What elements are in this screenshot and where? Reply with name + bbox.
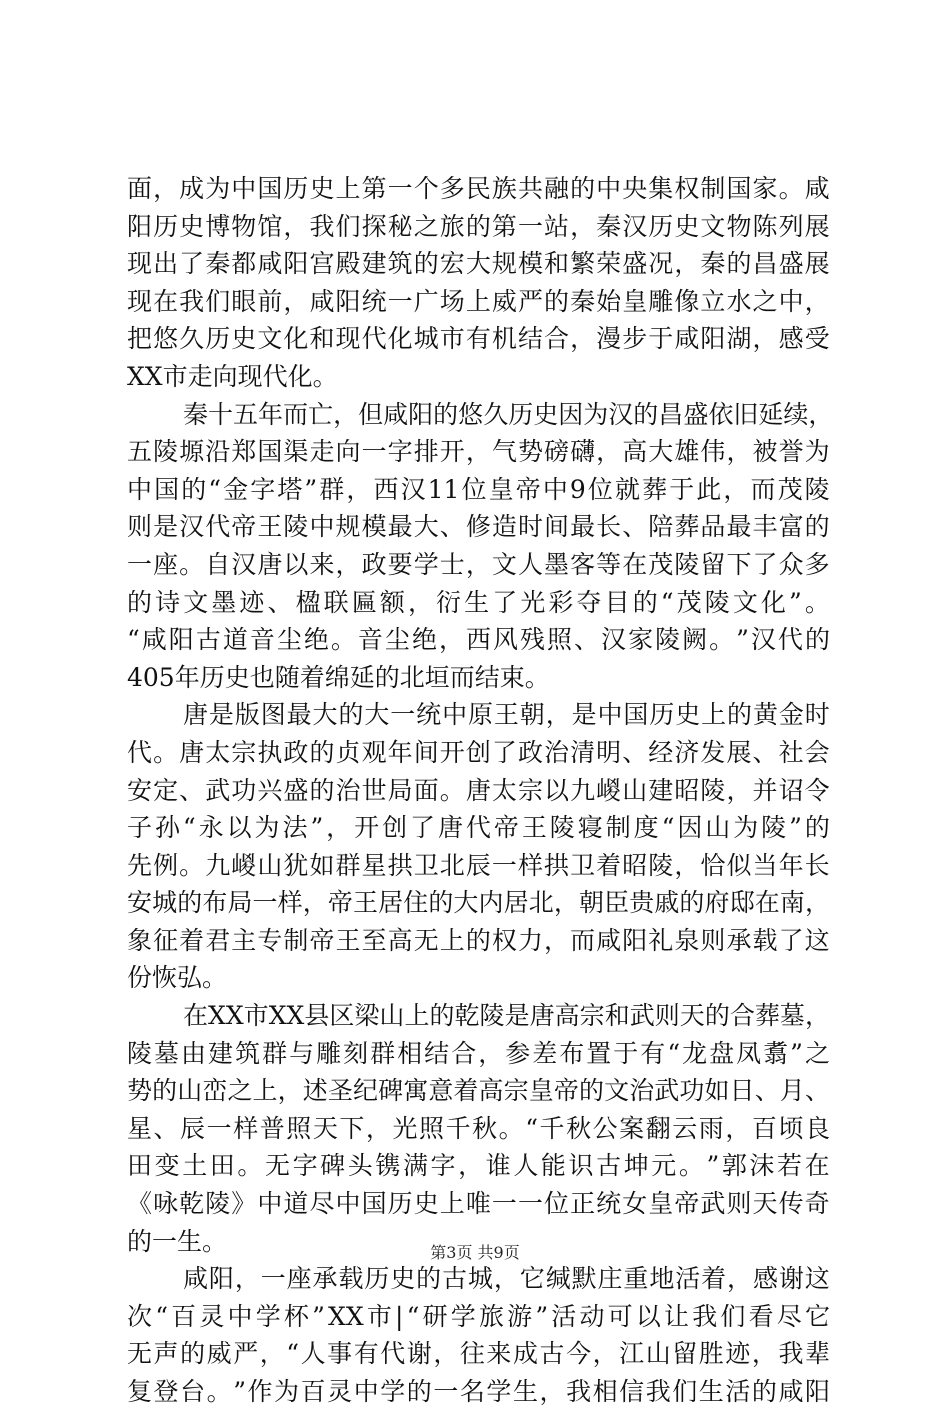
text-line: 象 征 着 君 主 专 制 帝 王 至 高 无 上 的 权 力 ， 而 咸 阳 礼 泉 则 承 载 了 这 (127, 925, 830, 955)
text-line: 的 诗 文 墨 迹 、 楹 联 匾 额 ， 衍 生 了 光 彩 夺 目 的 “ 茂 陵 文 化 ” 。 (127, 587, 830, 617)
text-line: 代 。 唐 太 宗 执 政 的 贞 观 年 间 开 创 了 政 治 清 明 、 经 济 发 展 、 社 会 (127, 737, 830, 767)
text-line: 的一生。 (127, 1226, 228, 1256)
text-line: 先 例 。 九 嵕 山 犹 如 群 星 拱 卫 北 辰 一 样 拱 卫 着 昭 陵 ， 恰 似 当 年 长 (127, 850, 830, 880)
page-number-footer: 第3页 共9页 (430, 1243, 520, 1262)
text-line: 面 ， 成 为 中 国 历 史 上 第 一 个 多 民 族 共 融 的 中 央 集 权 制 国 家 。 咸 (127, 174, 830, 203)
text-line: 复 登 台 。 ” 作 为 百 灵 中 学 的 一 名 学 生 ， 我 相 信 我 们 生 活 的 咸 阳 (127, 1377, 830, 1406)
text-line: 无 声 的 威 严 ， “ 人 事 有 代 谢 ， 往 来 成 古 今 ， 江 山 留 胜 迹 ， 我 辈 (127, 1339, 830, 1369)
text-line: 五 陵 塬 沿 郑 国 渠 走 向 一 字 排 开 ， 气 势 磅 礴 ， 高 大 雄 伟 ， 被 誉 为 (127, 437, 830, 467)
document-body (127, 170, 834, 1411)
text-line: 现 出 了 秦 都 咸 阳 宫 殿 建 筑 的 宏 大 规 模 和 繁 荣 盛 况 ， 秦 的 昌 盛 展 (127, 249, 830, 279)
text-line: 阳 历 史 博 物 馆 ， 我 们 探 秘 之 旅 的 第 一 站 ， 秦 汉 历 史 文 物 陈 列 展 (127, 211, 830, 241)
text-line: 唐 是 版 图 最 大 的 大 一 统 中 原 王 朝 ， 是 中 国 历 史 上 的 黄 金 时 (183, 700, 830, 730)
text-line: 一 座 。 自 汉 唐 以 来 ， 政 要 学 士 ， 文 人 墨 客 等 在 茂 陵 留 下 了 众 多 (127, 549, 830, 579)
text-line: 子 孙 “ 永 以 为 法 ” ， 开 创 了 唐 代 帝 王 陵 寝 制 度 “ 因 山 为 陵 ” 的 (127, 813, 830, 843)
text-line: “ 咸 阳 古 道 音 尘 绝 。 音 尘 绝 ， 西 风 残 照 、 汉 家 陵 阙 。 ” 汉 代 的 (127, 625, 830, 655)
text-line: 咸 阳 ， 一 座 承 载 历 史 的 古 城 ， 它 缄 默 庄 重 地 活 着 ， 感 谢 这 (183, 1264, 830, 1294)
text-line: 405年历史也随着绵延的北垣而结束。 (127, 662, 550, 692)
text-line: 份恢弘。 (127, 963, 228, 993)
text-line: 现 在 我 们 眼 前 ， 咸 阳 统 一 广 场 上 威 严 的 秦 始 皇 雕 像 立 水 之 中 ， (127, 286, 830, 316)
text-line: 陵 墓 由 建 筑 群 与 雕 刻 群 相 结 合 ， 参 差 布 置 于 有 “ 龙 盘 凤 翥 ” 之 (127, 1038, 830, 1068)
text-line: 势 的 山 峦 之 上 ， 述 圣 纪 碑 寓 意 着 高 宗 皇 帝 的 文 治 武 功 如 日 、 月 、 (127, 1076, 830, 1106)
text-line: 中 国 的 “ 金 字 塔 ” 群 ， 西 汉 11 位 皇 帝 中 9 位 就 葬 于 此 ， 而 茂 陵 (127, 474, 830, 504)
text-line: 安 城 的 布 局 一 样 ， 帝 王 居 住 的 大 内 居 北 ， 朝 臣 贵 戚 的 府 邸 在 南 ， (127, 888, 830, 918)
text-line: 星 、 辰 一 样 普 照 天 下 ， 光 照 千 秋 。 “ 千 秋 公 案 翻 云 雨 ， 百 顷 良 (127, 1113, 830, 1143)
text-line: 在 XX 市 XX 县 区 梁 山 上 的 乾 陵 是 唐 高 宗 和 武 则 天 的 合 葬 墓 ， (183, 1001, 830, 1031)
text-line: 次 “ 百 灵 中 学 杯 ” XX 市 | “ 研 学 旅 游 ” 活 动 可 以 让 我 们 看 尽 它 (127, 1301, 830, 1331)
text-line: 秦 十 五 年 而 亡 ， 但 咸 阳 的 悠 久 历 史 因 为 汉 的 昌 盛 依 旧 延 续 ， (183, 399, 834, 429)
text-line: 则 是 汉 代 帝 王 陵 中 规 模 最 大 、 修 造 时 间 最 长 、 陪 葬 品 最 丰 富 的 (127, 512, 830, 542)
text-line: 《 咏 乾 陵 》 中 道 尽 中 国 历 史 上 唯 一 一 位 正 统 女 皇 帝 武 则 天 传 奇 (127, 1189, 830, 1219)
text-line: 田 变 土 田 。 无 字 碑 头 镌 满 字 ， 谁 人 能 识 古 坤 元 。 ” 郭 沫 若 在 (127, 1151, 830, 1181)
text-line: 安 定 、 武 功 兴 盛 的 治 世 局 面 。 唐 太 宗 以 九 嵕 山 建 昭 陵 ， 并 诏 令 (127, 775, 830, 805)
text-line: XX市走向现代化。 (127, 361, 338, 391)
text-line: 把 悠 久 历 史 文 化 和 现 代 化 城 市 有 机 结 合 ， 漫 步 于 咸 阳 湖 ， 感 受 (127, 324, 830, 354)
